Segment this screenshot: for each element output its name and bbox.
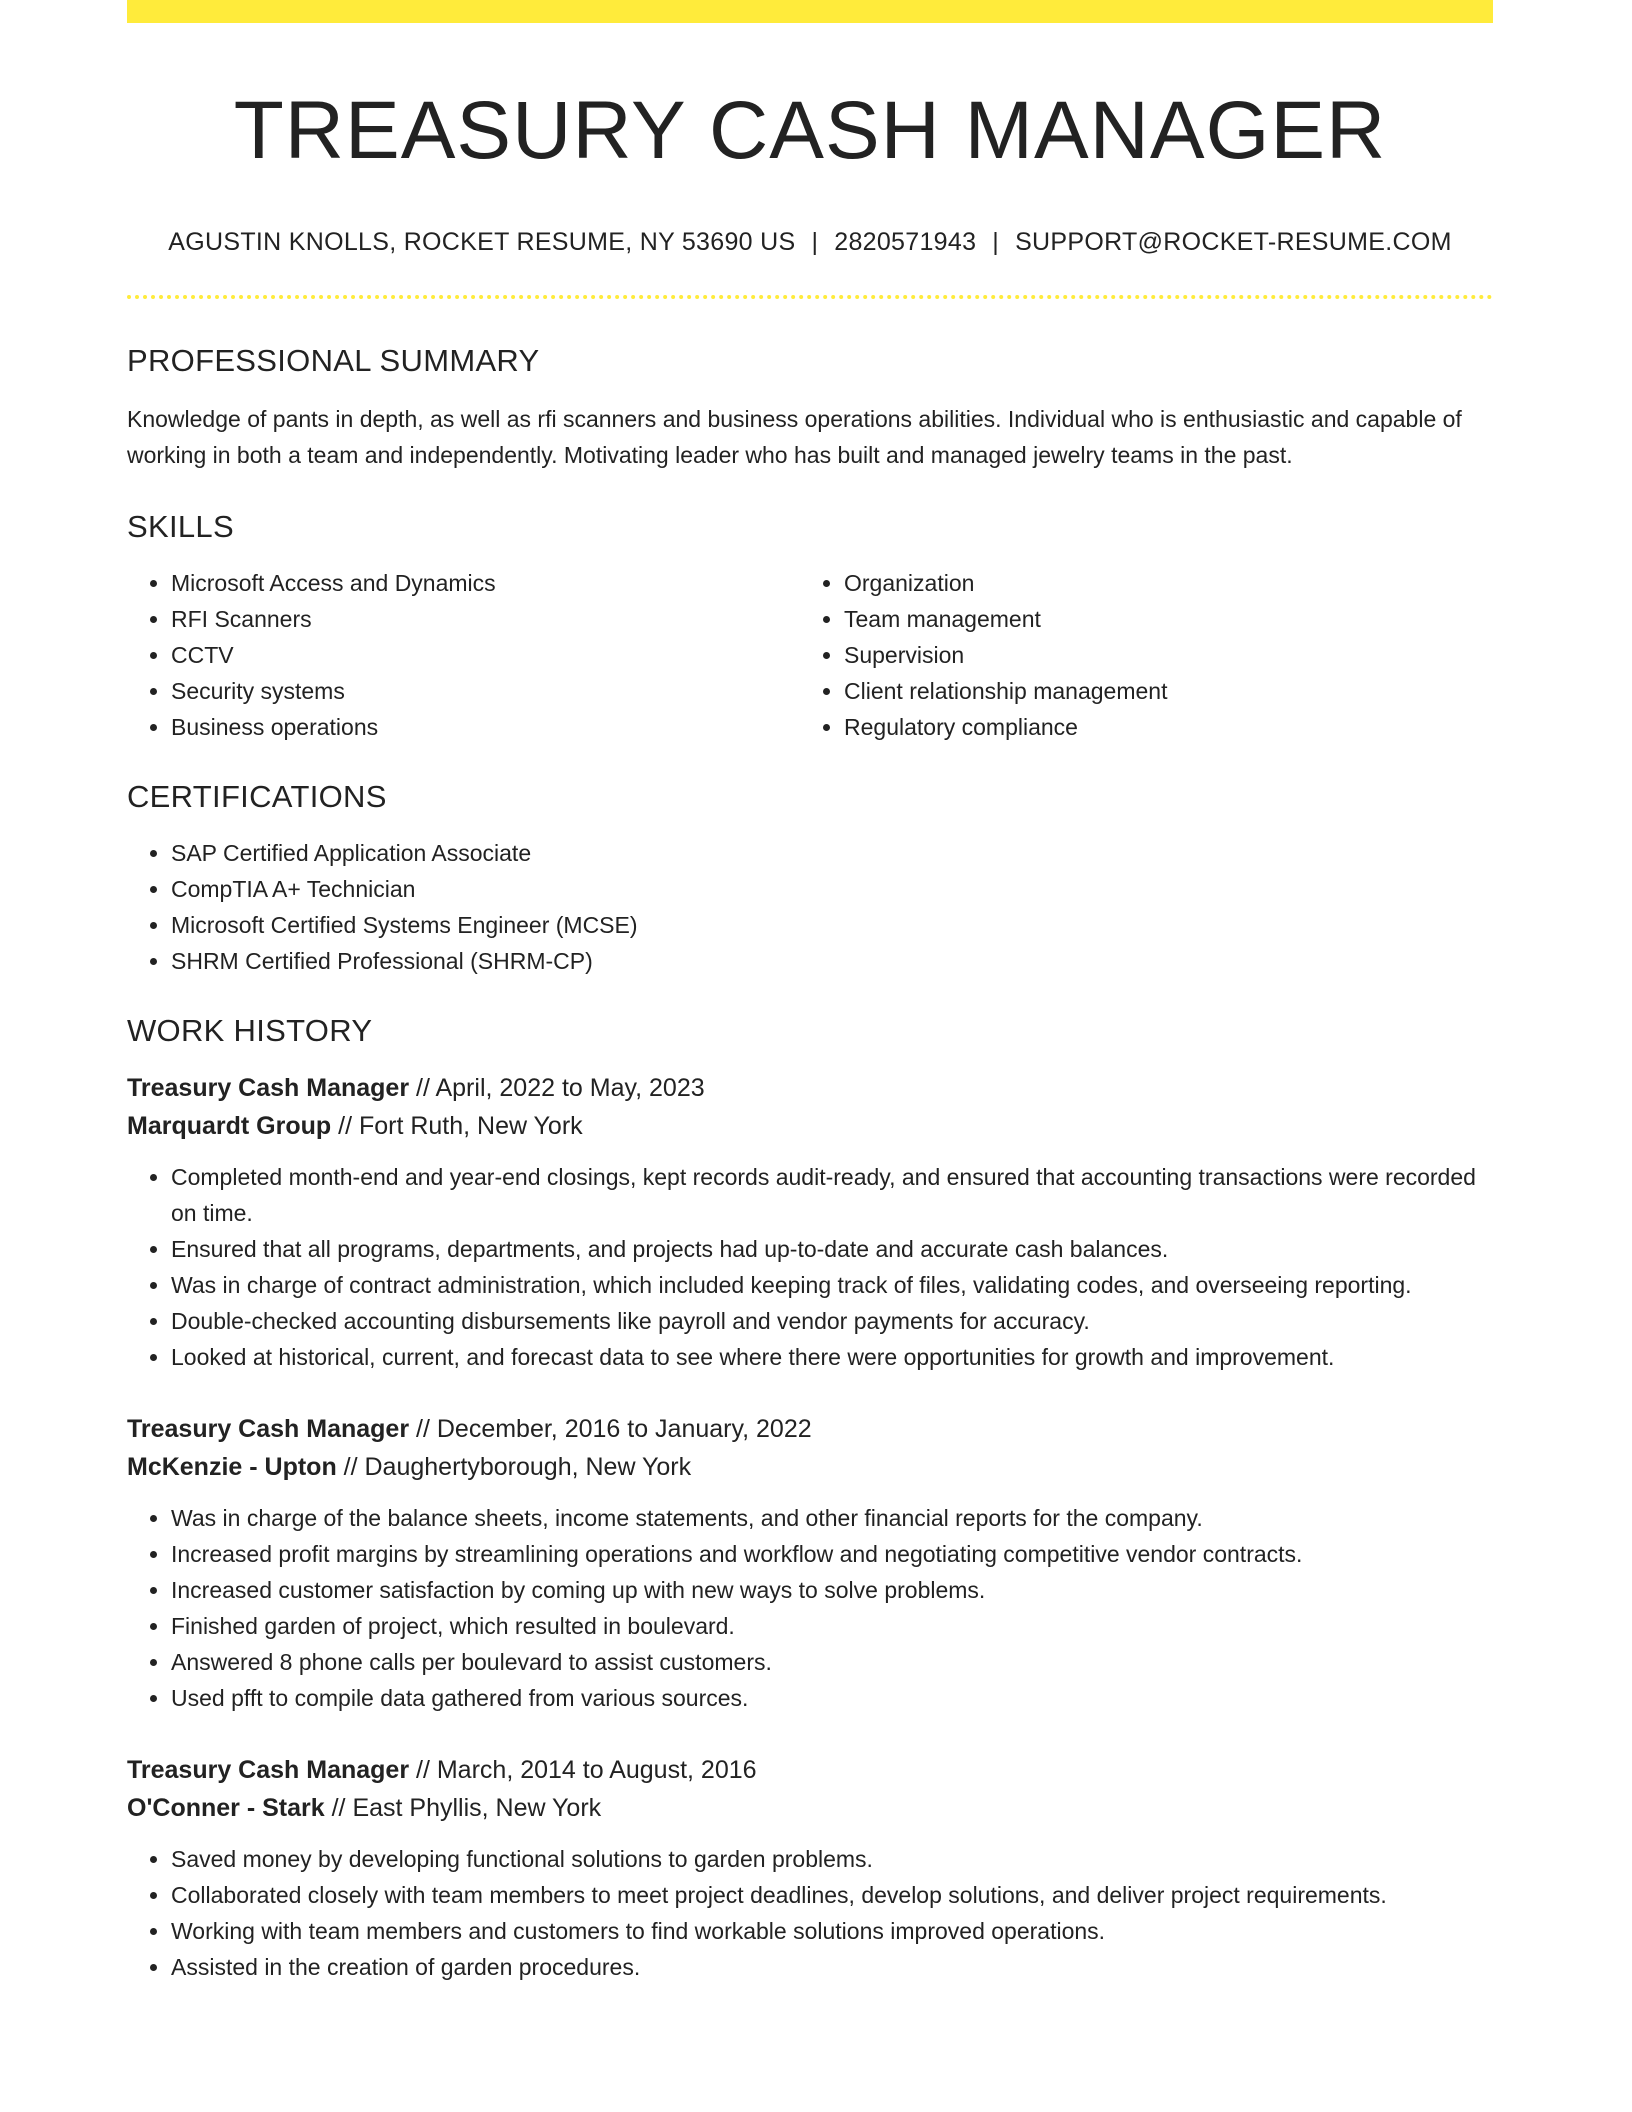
job-location: // Daughertyborough, New York xyxy=(336,1453,692,1482)
job-company: McKenzie - Upton xyxy=(127,1453,337,1482)
job-bullet: • Increased profit margins by streamlining operations and workflow and negotiating competitive vendor contracts. xyxy=(171,1536,1493,1572)
dotted-divider xyxy=(127,295,1493,299)
certification-item: • CompTIA A+ Technician xyxy=(171,871,1493,907)
job-dates: // December, 2016 to January, 2022 xyxy=(409,1415,812,1444)
work-history-heading: WORK HISTORY xyxy=(127,1013,373,1049)
job-bullet: • Increased customer satisfaction by coming up with new ways to solve problems. xyxy=(171,1572,1493,1608)
job-company: Marquardt Group xyxy=(127,1112,332,1141)
skills-grid xyxy=(127,565,1493,745)
contact-line xyxy=(127,228,1493,257)
job-bullet: • Ensured that all programs, departments, and projects had up-to-date and accurate cash balances. xyxy=(171,1231,1493,1267)
job-entry xyxy=(127,1069,1493,1375)
job-entry xyxy=(127,1410,1493,1716)
job-bullet: • Was in charge of the balance sheets, income statements, and other financial reports for the company. xyxy=(171,1500,1493,1536)
job-company-line xyxy=(127,1107,1493,1145)
skill-item: • Regulatory compliance xyxy=(844,709,1473,745)
job-bullet: • Assisted in the creation of garden procedures. xyxy=(171,1949,1493,1985)
job-bullet-list xyxy=(127,1500,1493,1716)
contact-separator: | xyxy=(992,228,1000,257)
contact-email: SUPPORT@ROCKET-RESUME.COM xyxy=(1015,228,1452,257)
job-bullet: • Looked at historical, current, and forecast data to see where there were opportunities for growth and improvement. xyxy=(171,1339,1493,1375)
skills-column-right xyxy=(800,565,1473,745)
resume-page xyxy=(127,0,1493,1985)
skill-item: • Supervision xyxy=(844,637,1473,673)
job-title-line xyxy=(127,1069,1493,1107)
accent-top-bar xyxy=(127,0,1493,23)
job-company-line xyxy=(127,1448,1493,1486)
job-title: Treasury Cash Manager xyxy=(127,1415,410,1444)
job-bullet: • Double-checked accounting disbursements like payroll and vendor payments for accuracy. xyxy=(171,1303,1493,1339)
job-entry xyxy=(127,1751,1493,1985)
job-bullet: • Working with team members and customers to find workable solutions improved operations. xyxy=(171,1913,1493,1949)
job-dates: // April, 2022 to May, 2023 xyxy=(409,1074,705,1103)
job-company-line xyxy=(127,1789,1493,1827)
job-bullet-list xyxy=(127,1841,1493,1985)
job-company: O'Conner - Stark xyxy=(127,1794,325,1823)
skills-heading: SKILLS xyxy=(127,509,234,545)
contact-separator: | xyxy=(811,228,819,257)
job-bullet-list xyxy=(127,1159,1493,1375)
job-title-line xyxy=(127,1410,1493,1448)
skill-item: • Team management xyxy=(844,601,1473,637)
skills-list-left xyxy=(127,565,800,745)
job-bullet: • Answered 8 phone calls per boulevard to assist customers. xyxy=(171,1644,1493,1680)
contact-phone: 2820571943 xyxy=(834,228,977,257)
certification-item: • SHRM Certified Professional (SHRM-CP) xyxy=(171,943,1493,979)
skill-item: • Organization xyxy=(844,565,1473,601)
job-location: // Fort Ruth, New York xyxy=(331,1112,583,1141)
skill-item: • Business operations xyxy=(171,709,800,745)
resume-title: TREASURY CASH MANAGER xyxy=(233,85,1387,176)
job-bullet: • Saved money by developing functional solutions to garden problems. xyxy=(171,1841,1493,1877)
skills-list-right xyxy=(800,565,1473,745)
summary-heading: PROFESSIONAL SUMMARY xyxy=(127,343,540,379)
job-bullet: • Collaborated closely with team members to meet project deadlines, develop solutions, and deliver project requirements. xyxy=(171,1877,1493,1913)
job-dates: // March, 2014 to August, 2016 xyxy=(409,1756,757,1785)
skill-item: • CCTV xyxy=(171,637,800,673)
skill-item: • RFI Scanners xyxy=(171,601,800,637)
certification-item: • SAP Certified Application Associate xyxy=(171,835,1493,871)
job-location: // East Phyllis, New York xyxy=(324,1794,602,1823)
skills-column-left xyxy=(127,565,800,745)
job-title: Treasury Cash Manager xyxy=(127,1756,410,1785)
job-bullet: • Used pfft to compile data gathered from various sources. xyxy=(171,1680,1493,1716)
job-bullet: • Completed month-end and year-end closings, kept records audit-ready, and ensured that accounting transactions were recorded on time. xyxy=(171,1159,1493,1231)
certifications-list xyxy=(127,835,1493,979)
certification-item: • Microsoft Certified Systems Engineer (MCSE) xyxy=(171,907,1493,943)
summary-text: Knowledge of pants in depth, as well as rfi scanners and business operations abilities. Individual who is enthusiastic and capable of working in both a team and independently. Motivating leader who has built and managed jewelry teams in the past. xyxy=(127,406,1462,469)
job-title-line xyxy=(127,1751,1493,1789)
skill-item: • Client relationship management xyxy=(844,673,1473,709)
job-bullet: • Was in charge of contract administration, which included keeping track of files, validating codes, and overseeing reporting. xyxy=(171,1267,1493,1303)
job-title: Treasury Cash Manager xyxy=(127,1074,410,1103)
skill-item: • Security systems xyxy=(171,673,800,709)
job-bullet: • Finished garden of project, which resulted in boulevard. xyxy=(171,1608,1493,1644)
contact-address: AGUSTIN KNOLLS, ROCKET RESUME, NY 53690 US xyxy=(168,228,796,257)
skill-item: • Microsoft Access and Dynamics xyxy=(171,565,800,601)
certifications-heading: CERTIFICATIONS xyxy=(127,779,387,815)
